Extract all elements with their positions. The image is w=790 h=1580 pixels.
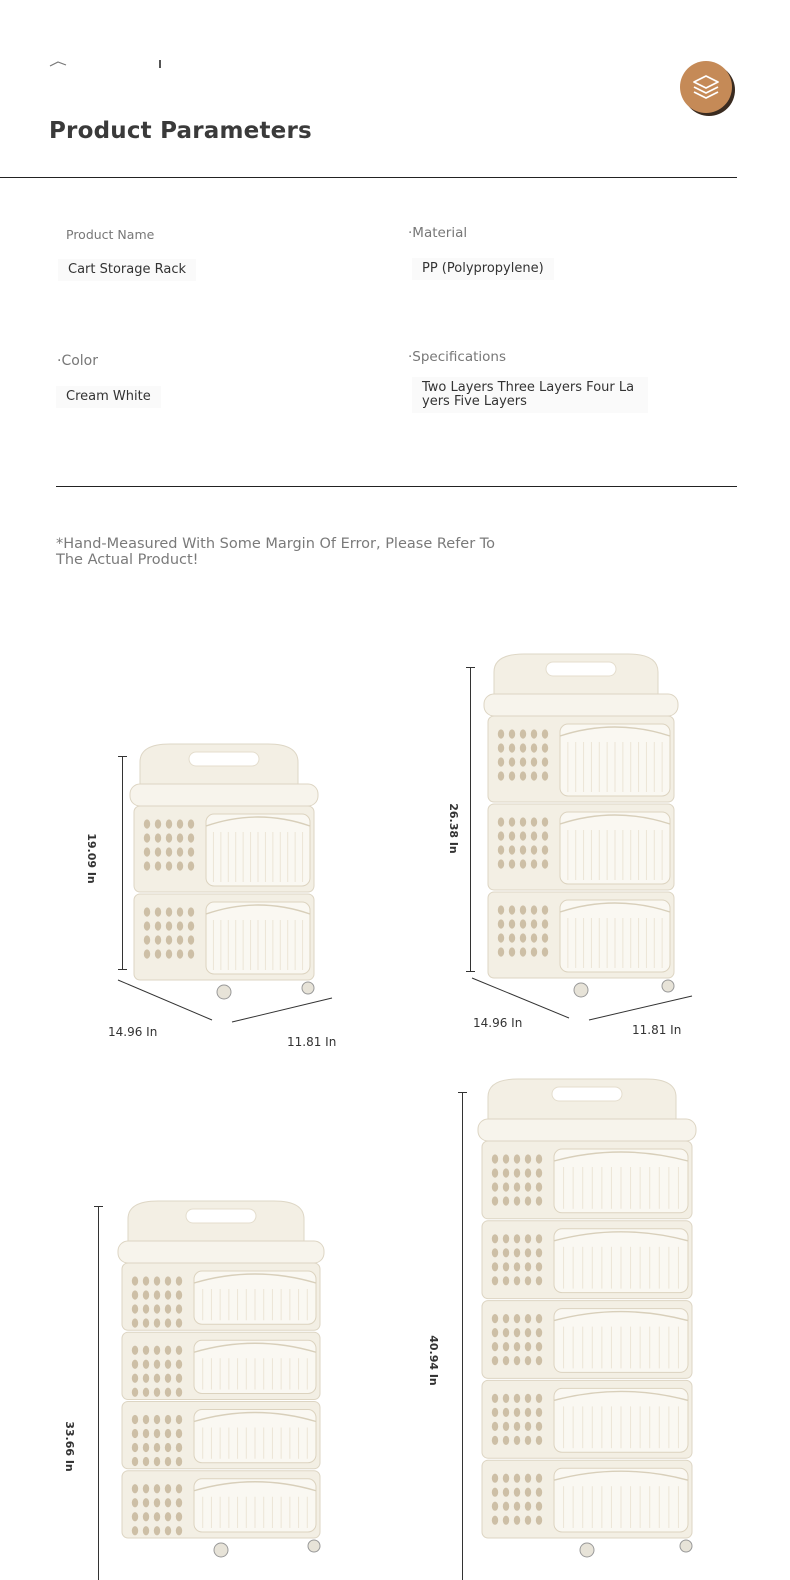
- specifications-label: ·Specifications: [408, 349, 507, 365]
- height-label: 19.09 In: [84, 833, 98, 884]
- divider-middle: [56, 486, 737, 487]
- product-name-value: Cart Storage Rack: [58, 259, 196, 281]
- brand-logo-marks: [48, 58, 168, 72]
- divider-top: [0, 177, 737, 178]
- height-label: 40.94 In: [426, 1335, 440, 1386]
- height-label: 26.38 In: [446, 803, 460, 854]
- width-label: 14.96 In: [108, 1025, 158, 1039]
- color-value: Cream White: [56, 386, 161, 408]
- rack-two-layers: [110, 740, 340, 1030]
- color-label: ·Color: [57, 353, 99, 369]
- depth-label: 11.81 In: [632, 1023, 682, 1037]
- page-title: Product Parameters: [49, 118, 312, 144]
- rack-five-layers: [462, 1075, 712, 1580]
- layers-badge: [680, 61, 732, 113]
- depth-label: 11.81 In: [287, 1035, 337, 1049]
- material-label: ·Material: [408, 225, 468, 241]
- width-label: 14.96 In: [473, 1016, 523, 1030]
- height-dimension-line: [98, 1206, 99, 1580]
- height-label: 33.66 In: [62, 1421, 76, 1472]
- rack-four-layers: [100, 1195, 340, 1580]
- measurement-note: *Hand-Measured With Some Margin Of Error, Please Refer To The Actual Product!: [56, 536, 496, 568]
- layers-icon: [692, 73, 720, 101]
- specifications-value: Two Layers Three Layers Four Layers Five Layers: [412, 377, 648, 413]
- product-name-label: Product Name: [66, 227, 155, 242]
- material-value: PP (Polypropylene): [412, 258, 554, 280]
- rack-three-layers: [458, 650, 698, 1035]
